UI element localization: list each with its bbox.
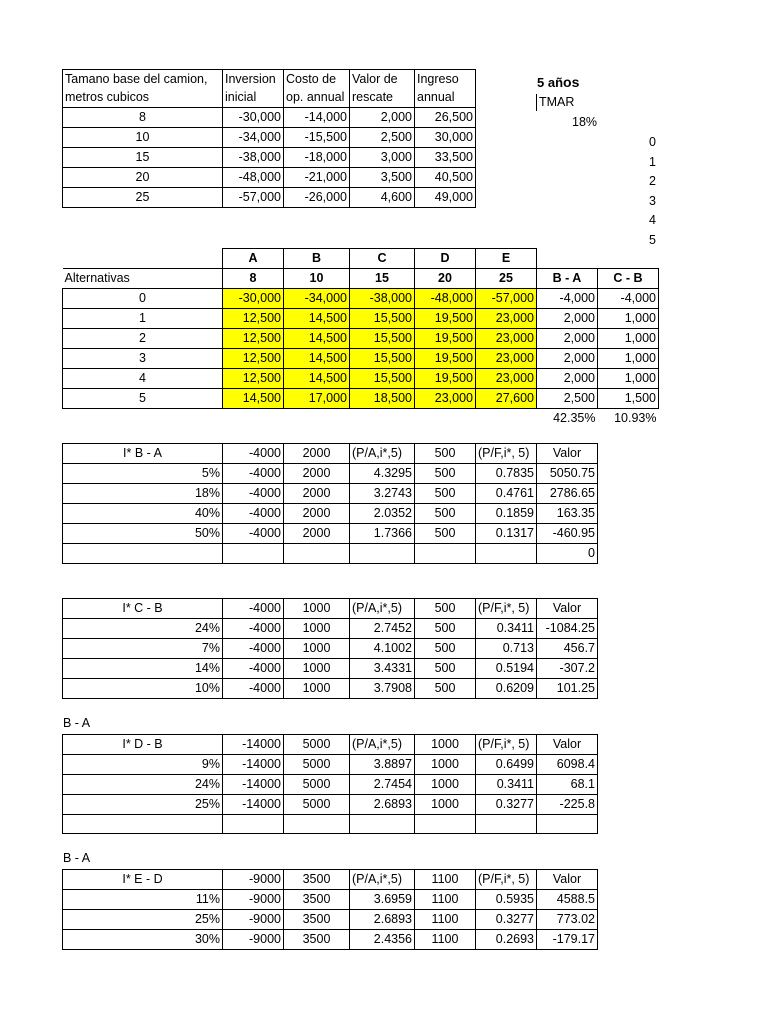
table-row xyxy=(63,890,598,910)
table-cell[interactable]: 2.7454 xyxy=(350,775,415,795)
table-cell[interactable]: 500 xyxy=(415,464,476,484)
table-cell[interactable]: 3500 xyxy=(284,910,350,930)
table-cell[interactable]: 23,000 xyxy=(476,349,537,369)
table-cell[interactable]: 10 xyxy=(63,128,223,148)
table-cell[interactable]: 49,000 xyxy=(415,188,476,208)
table-cell[interactable]: 2.0352 xyxy=(350,504,415,524)
table-cell[interactable]: -9000 xyxy=(223,930,284,950)
irr-b-a-table xyxy=(62,443,598,564)
irr-row xyxy=(63,409,659,429)
table-row xyxy=(63,544,598,564)
table-cell[interactable]: 456.7 xyxy=(537,639,598,659)
period-value[interactable]: 1 xyxy=(649,154,656,169)
alt-size[interactable]: 15 xyxy=(350,269,415,289)
table-cell[interactable]: -4000 xyxy=(223,524,284,544)
table-cell[interactable]: 500 xyxy=(415,659,476,679)
table-cell[interactable]: 7% xyxy=(63,639,223,659)
table-cell[interactable]: 0 xyxy=(537,544,598,564)
table-row xyxy=(63,168,476,188)
table-cell[interactable]: -48,000 xyxy=(223,168,284,188)
irr-c-b[interactable]: 10.93% xyxy=(614,411,657,425)
table-cell[interactable]: -9000 xyxy=(223,910,284,930)
table-cell[interactable]: 3,000 xyxy=(350,148,415,168)
cash-flow-table xyxy=(62,248,659,428)
table-cell[interactable]: 500 xyxy=(415,639,476,659)
table-row xyxy=(63,815,598,834)
table-cell[interactable]: -4000 xyxy=(223,484,284,504)
table-cell[interactable]: -26,000 xyxy=(284,188,350,208)
table-cell[interactable]: 0.4761 xyxy=(476,484,537,504)
table-cell[interactable]: 40% xyxy=(63,504,223,524)
table-cell[interactable]: 3,500 xyxy=(350,168,415,188)
table-cell[interactable]: 1100 xyxy=(415,910,476,930)
table-cell[interactable]: 23,000 xyxy=(415,389,476,409)
table-cell[interactable]: 1000 xyxy=(415,755,476,775)
table-cell[interactable]: 2000 xyxy=(284,484,350,504)
table-cell[interactable] xyxy=(415,544,476,564)
alt-letter[interactable]: E xyxy=(476,249,537,269)
table-cell[interactable]: 2000 xyxy=(284,464,350,484)
alt-letter[interactable]: B xyxy=(284,249,350,269)
table-cell[interactable]: 500 xyxy=(415,524,476,544)
table-cell[interactable]: 0.5194 xyxy=(476,659,537,679)
table-cell[interactable]: 1000 xyxy=(284,619,350,639)
table-row xyxy=(63,619,598,639)
table-cell[interactable]: 0.7835 xyxy=(476,464,537,484)
table-cell[interactable]: -460.95 xyxy=(537,524,598,544)
table-cell[interactable]: 2,500 xyxy=(537,389,598,409)
header-cell[interactable]: (P/F,i*, 5) xyxy=(476,444,537,464)
table-cell[interactable]: 5000 xyxy=(284,775,350,795)
table-cell[interactable] xyxy=(476,815,537,834)
tmar-label[interactable]: TMAR xyxy=(536,94,574,111)
header-cell[interactable]: 2000 xyxy=(284,444,350,464)
table-cell[interactable]: -307.2 xyxy=(537,659,598,679)
table-cell[interactable]: 24% xyxy=(63,619,223,639)
table-cell[interactable]: 18,500 xyxy=(350,389,415,409)
table-row xyxy=(63,910,598,930)
table-cell[interactable]: 20 xyxy=(63,168,223,188)
period-list xyxy=(630,133,656,250)
table-cell[interactable]: -4,000 xyxy=(598,289,659,309)
table-row xyxy=(63,524,598,544)
table-cell[interactable]: 12,500 xyxy=(223,369,284,389)
table-cell[interactable]: -21,000 xyxy=(284,168,350,188)
alt-size[interactable]: 8 xyxy=(223,269,284,289)
truck-data-table xyxy=(62,69,476,208)
table-cell[interactable]: 4.1002 xyxy=(350,639,415,659)
table-cell[interactable]: -179.17 xyxy=(537,930,598,950)
header-cell[interactable]: Tamano base del camion, metros cubicos xyxy=(63,70,223,108)
table-cell[interactable]: 1000 xyxy=(284,679,350,699)
table-cell[interactable] xyxy=(415,815,476,834)
table-cell[interactable]: 15 xyxy=(63,148,223,168)
table-cell[interactable]: -14000 xyxy=(223,755,284,775)
header-cell[interactable]: Valor de rescate xyxy=(350,70,415,108)
table-cell[interactable]: -14000 xyxy=(223,795,284,815)
table-cell[interactable]: -4000 xyxy=(223,639,284,659)
table-cell[interactable]: 3.4331 xyxy=(350,659,415,679)
table-cell[interactable]: 1000 xyxy=(284,659,350,679)
table-cell[interactable]: -4000 xyxy=(223,464,284,484)
diff-header[interactable]: C - B xyxy=(598,269,659,289)
table-cell[interactable]: -14000 xyxy=(223,775,284,795)
table-row xyxy=(63,679,598,699)
table-cell[interactable]: 1,000 xyxy=(598,349,659,369)
table-cell[interactable]: 12,500 xyxy=(223,349,284,369)
header-cell[interactable]: (P/A,i*,5) xyxy=(350,870,415,890)
table-cell[interactable]: 25% xyxy=(63,910,223,930)
table-row xyxy=(63,484,598,504)
table-cell[interactable]: 0.713 xyxy=(476,639,537,659)
irr-b-a[interactable]: 42.35% xyxy=(553,411,596,425)
table-cell[interactable]: 2,000 xyxy=(350,108,415,128)
irr-e-d-table xyxy=(62,869,598,950)
alt-size[interactable]: 25 xyxy=(476,269,537,289)
table-cell[interactable]: 50% xyxy=(63,524,223,544)
years-label xyxy=(537,74,579,90)
table-header-row xyxy=(63,599,598,619)
table-cell[interactable]: 2.7452 xyxy=(350,619,415,639)
table-cell[interactable]: 2,000 xyxy=(537,329,598,349)
table-cell[interactable]: 6098.4 xyxy=(537,755,598,775)
table-cell[interactable]: 2.4356 xyxy=(350,930,415,950)
table-cell[interactable]: 0.3411 xyxy=(476,619,537,639)
table-cell[interactable]: -34,000 xyxy=(223,128,284,148)
years-suffix: os xyxy=(563,74,580,90)
table-cell[interactable] xyxy=(537,815,598,834)
table-row xyxy=(63,369,659,389)
table-row xyxy=(63,309,659,329)
table-row xyxy=(63,639,598,659)
table-cell[interactable]: 2000 xyxy=(284,504,350,524)
table-cell[interactable]: 4588.5 xyxy=(537,890,598,910)
table-cell[interactable]: 500 xyxy=(415,504,476,524)
header-cell[interactable]: (P/A,i*,5) xyxy=(350,735,415,755)
empty-cell xyxy=(537,249,598,269)
table-cell[interactable]: 500 xyxy=(415,679,476,699)
period-value[interactable]: 2 xyxy=(649,174,656,188)
table-row xyxy=(63,504,598,524)
irr-d-b-table xyxy=(62,734,598,834)
table-cell[interactable]: -4000 xyxy=(223,679,284,699)
table-cell[interactable]: 9% xyxy=(63,755,223,775)
table-cell[interactable]: 1 xyxy=(63,309,223,329)
table-cell[interactable] xyxy=(63,815,223,834)
table-cell[interactable]: 1100 xyxy=(415,890,476,910)
period-value[interactable]: 3 xyxy=(649,193,656,208)
table-cell[interactable]: 773.02 xyxy=(537,910,598,930)
header-cell[interactable]: 5000 xyxy=(284,735,350,755)
table-cell[interactable]: -14,000 xyxy=(284,108,350,128)
table-cell[interactable]: -48,000 xyxy=(415,289,476,309)
table-cell[interactable]: 5 xyxy=(63,389,223,409)
header-cell[interactable]: Valor xyxy=(537,735,598,755)
table-cell[interactable]: 2.6893 xyxy=(350,795,415,815)
table-cell[interactable]: 25 xyxy=(63,188,223,208)
table-cell[interactable]: 3.7908 xyxy=(350,679,415,699)
table-cell[interactable]: 2786.65 xyxy=(537,484,598,504)
table-cell[interactable]: 14,500 xyxy=(284,349,350,369)
table-cell[interactable]: 1,000 xyxy=(598,369,659,389)
header-cell[interactable]: -4000 xyxy=(223,599,284,619)
table-cell[interactable]: -30,000 xyxy=(223,108,284,128)
period-value[interactable]: 0 xyxy=(649,135,656,149)
table-cell[interactable] xyxy=(350,544,415,564)
header-cell[interactable]: 1100 xyxy=(415,870,476,890)
table-cell[interactable]: -57,000 xyxy=(476,289,537,309)
table-cell[interactable]: 2,500 xyxy=(350,128,415,148)
table-cell[interactable]: 0.6209 xyxy=(476,679,537,699)
header-cell[interactable]: I* D - B xyxy=(63,735,223,755)
table-cell[interactable]: 17,000 xyxy=(284,389,350,409)
table-cell[interactable]: -34,000 xyxy=(284,289,350,309)
table-cell[interactable]: 0.1317 xyxy=(476,524,537,544)
alt-size[interactable]: 20 xyxy=(415,269,476,289)
table-cell[interactable]: 3.6959 xyxy=(350,890,415,910)
header-cell[interactable]: I* B - A xyxy=(63,444,223,464)
table-cell[interactable] xyxy=(350,815,415,834)
table-cell[interactable]: 1000 xyxy=(284,639,350,659)
table-cell[interactable]: 12,500 xyxy=(223,329,284,349)
table-header-row xyxy=(63,444,598,464)
years-text: 5 añ xyxy=(537,75,564,90)
table-cell[interactable]: 25% xyxy=(63,795,223,815)
sizes-row xyxy=(63,269,659,289)
table-cell[interactable]: 3 xyxy=(63,349,223,369)
table-header-row xyxy=(63,70,476,108)
table-cell[interactable]: 14% xyxy=(63,659,223,679)
table-cell[interactable]: 2,000 xyxy=(537,349,598,369)
table-header-row xyxy=(63,870,598,890)
table-cell[interactable] xyxy=(223,544,284,564)
table-cell[interactable]: 10% xyxy=(63,679,223,699)
period-value[interactable]: 4 xyxy=(649,213,656,227)
table-row xyxy=(63,755,598,775)
header-cell[interactable]: I* E - D xyxy=(63,870,223,890)
header-cell[interactable]: (P/F,i*, 5) xyxy=(476,599,537,619)
table-cell[interactable]: 5% xyxy=(63,464,223,484)
table-cell[interactable]: -30,000 xyxy=(223,289,284,309)
header-cell[interactable]: 500 xyxy=(415,444,476,464)
table-cell[interactable]: -225.8 xyxy=(537,795,598,815)
table-cell[interactable]: 14,500 xyxy=(284,369,350,389)
table-cell[interactable]: 8 xyxy=(63,108,223,128)
table-cell[interactable]: 1.7366 xyxy=(350,524,415,544)
table-cell[interactable]: 500 xyxy=(415,619,476,639)
table-cell[interactable]: 2,000 xyxy=(537,369,598,389)
alternatives-label[interactable]: Alternativas xyxy=(63,269,223,289)
alt-letter[interactable]: C xyxy=(350,249,415,269)
alt-letter[interactable]: D xyxy=(415,249,476,269)
table-cell[interactable]: 500 xyxy=(415,484,476,504)
table-cell[interactable]: 5050.75 xyxy=(537,464,598,484)
table-row xyxy=(63,188,476,208)
table-row xyxy=(63,289,659,309)
table-cell[interactable]: -1084.25 xyxy=(537,619,598,639)
table-cell[interactable]: -4000 xyxy=(223,659,284,679)
table-cell[interactable]: 14,500 xyxy=(223,389,284,409)
table-row xyxy=(63,108,476,128)
table-cell[interactable] xyxy=(284,544,350,564)
table-cell[interactable]: 33,500 xyxy=(415,148,476,168)
header-cell[interactable]: -14000 xyxy=(223,735,284,755)
table-cell[interactable]: 2.6893 xyxy=(350,910,415,930)
table-cell[interactable]: -18,000 xyxy=(284,148,350,168)
diff-header[interactable]: B - A xyxy=(537,269,598,289)
empty-cell xyxy=(63,249,223,269)
table-cell[interactable]: 5000 xyxy=(284,795,350,815)
header-cell[interactable]: -9000 xyxy=(223,870,284,890)
table-cell[interactable]: 11% xyxy=(63,890,223,910)
table-cell[interactable]: 3500 xyxy=(284,890,350,910)
table-cell[interactable]: 40,500 xyxy=(415,168,476,188)
alt-letter[interactable]: A xyxy=(223,249,284,269)
table-cell[interactable]: 27,600 xyxy=(476,389,537,409)
table-cell[interactable]: 0.2693 xyxy=(476,930,537,950)
table-cell[interactable]: 4 xyxy=(63,369,223,389)
table-cell[interactable]: -15,500 xyxy=(284,128,350,148)
table-cell[interactable]: -38,000 xyxy=(223,148,284,168)
header-cell[interactable]: Valor xyxy=(537,444,598,464)
table-cell[interactable] xyxy=(63,544,223,564)
table-cell[interactable]: -4,000 xyxy=(537,289,598,309)
table-cell[interactable]: 0.3277 xyxy=(476,795,537,815)
table-cell[interactable]: 26,500 xyxy=(415,108,476,128)
table-cell[interactable]: 3500 xyxy=(284,930,350,950)
header-cell[interactable]: Inversion inicial xyxy=(223,70,284,108)
table-cell[interactable]: 5000 xyxy=(284,755,350,775)
empty-cell xyxy=(598,249,659,269)
header-cell[interactable]: -4000 xyxy=(223,444,284,464)
table-cell[interactable]: -4000 xyxy=(223,504,284,524)
header-cell[interactable]: 1000 xyxy=(284,599,350,619)
table-cell[interactable]: 101.25 xyxy=(537,679,598,699)
table-cell[interactable]: 1,500 xyxy=(598,389,659,409)
table-cell[interactable]: 2,000 xyxy=(537,309,598,329)
table-cell[interactable]: -38,000 xyxy=(350,289,415,309)
table-cell[interactable]: 1,000 xyxy=(598,309,659,329)
table-cell[interactable]: 19,500 xyxy=(415,309,476,329)
table-cell[interactable]: 0 xyxy=(63,289,223,309)
table-cell[interactable]: 0.3277 xyxy=(476,910,537,930)
table-cell[interactable]: 19,500 xyxy=(415,369,476,389)
table-cell[interactable]: -9000 xyxy=(223,890,284,910)
table-cell[interactable]: 3.2743 xyxy=(350,484,415,504)
table-cell[interactable]: 23,000 xyxy=(476,329,537,349)
table-cell[interactable]: 15,500 xyxy=(350,329,415,349)
table-row xyxy=(63,128,476,148)
header-cell[interactable]: 1000 xyxy=(415,735,476,755)
table-row xyxy=(63,775,598,795)
header-cell[interactable]: Ingreso annual xyxy=(415,70,476,108)
table-cell[interactable]: 19,500 xyxy=(415,349,476,369)
table-cell[interactable]: 24% xyxy=(63,775,223,795)
table-cell[interactable]: 14,500 xyxy=(284,329,350,349)
irr-c-b-table xyxy=(62,598,598,699)
table-cell[interactable] xyxy=(476,544,537,564)
header-cell[interactable]: (P/A,i*,5) xyxy=(350,444,415,464)
table-cell[interactable]: 1000 xyxy=(415,775,476,795)
table-cell[interactable]: 0.1859 xyxy=(476,504,537,524)
table-cell[interactable]: 15,500 xyxy=(350,309,415,329)
caption-d-b: B - A xyxy=(63,716,91,730)
table-cell[interactable]: -4000 xyxy=(223,619,284,639)
header-cell[interactable]: (P/F,i*, 5) xyxy=(476,735,537,755)
table-row xyxy=(63,389,659,409)
table-cell[interactable]: 1100 xyxy=(415,930,476,950)
table-row xyxy=(63,349,659,369)
table-cell[interactable]: 15,500 xyxy=(350,369,415,389)
table-row xyxy=(63,464,598,484)
table-row xyxy=(63,329,659,349)
letters-row xyxy=(63,249,659,269)
table-cell[interactable]: 2000 xyxy=(284,524,350,544)
table-cell[interactable]: 14,500 xyxy=(284,309,350,329)
table-cell[interactable]: 18% xyxy=(63,484,223,504)
caption-e-d: B - A xyxy=(63,851,91,865)
header-cell[interactable]: Valor xyxy=(537,599,598,619)
table-cell[interactable]: 4.3295 xyxy=(350,464,415,484)
table-cell[interactable]: 23,000 xyxy=(476,369,537,389)
header-cell[interactable]: 500 xyxy=(415,599,476,619)
alt-size[interactable]: 10 xyxy=(284,269,350,289)
period-value[interactable]: 5 xyxy=(649,232,656,247)
header-cell[interactable]: (P/F,i*, 5) xyxy=(476,870,537,890)
table-row xyxy=(63,795,598,815)
header-cell[interactable]: I* C - B xyxy=(63,599,223,619)
table-cell[interactable]: 15,500 xyxy=(350,349,415,369)
header-cell[interactable]: Valor xyxy=(537,870,598,890)
table-cell[interactable]: 4,600 xyxy=(350,188,415,208)
table-header-row xyxy=(63,735,598,755)
table-cell[interactable]: 0.6499 xyxy=(476,755,537,775)
header-cell[interactable]: (P/A,i*,5) xyxy=(350,599,415,619)
header-cell[interactable]: 3500 xyxy=(284,870,350,890)
table-cell[interactable]: -57,000 xyxy=(223,188,284,208)
table-cell[interactable]: 1,000 xyxy=(598,329,659,349)
table-cell[interactable]: 30,000 xyxy=(415,128,476,148)
table-cell[interactable]: 3.8897 xyxy=(350,755,415,775)
table-cell[interactable]: 0.5935 xyxy=(476,890,537,910)
table-cell[interactable]: 68.1 xyxy=(537,775,598,795)
table-row xyxy=(63,148,476,168)
table-cell[interactable]: 23,000 xyxy=(476,309,537,329)
table-cell[interactable]: 19,500 xyxy=(415,329,476,349)
table-row xyxy=(63,659,598,679)
table-cell[interactable]: 2 xyxy=(63,329,223,349)
header-cell[interactable]: Costo de op. annual xyxy=(284,70,350,108)
table-cell[interactable]: 163.35 xyxy=(537,504,598,524)
tmar-value[interactable]: 18% xyxy=(572,115,598,129)
table-cell[interactable]: 12,500 xyxy=(223,309,284,329)
table-cell[interactable] xyxy=(284,815,350,834)
table-cell[interactable]: 30% xyxy=(63,930,223,950)
table-cell[interactable] xyxy=(223,815,284,834)
table-cell[interactable]: 1000 xyxy=(415,795,476,815)
table-row xyxy=(63,930,598,950)
table-cell[interactable]: 0.3411 xyxy=(476,775,537,795)
